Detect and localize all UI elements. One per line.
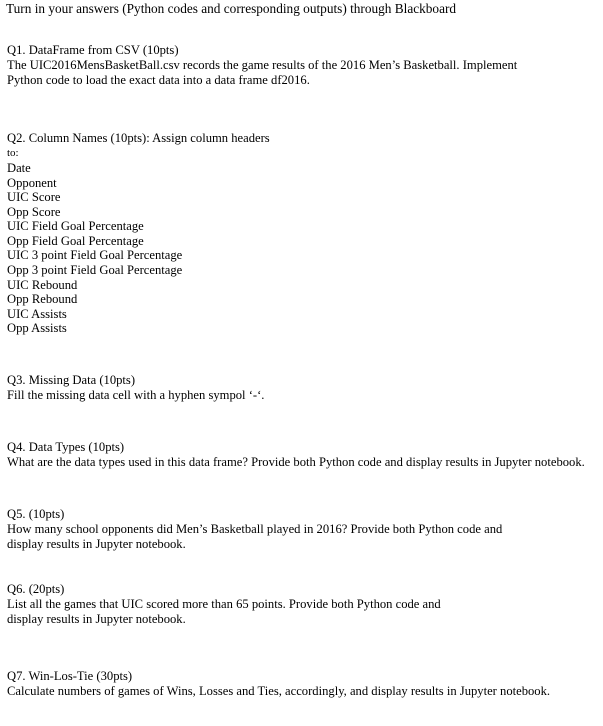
question-6-body-line: List all the games that UIC scored more than 65 points. Provide both Python code and (7, 597, 441, 611)
question-2-title: Q2. Column Names (10pts): Assign column headers (7, 131, 270, 145)
column-name-item: Opp Rebound (7, 292, 78, 306)
question-4-title: Q4. Data Types (10pts) (7, 440, 125, 454)
intro-instruction: Turn in your answers (Python codes and corresponding outputs) through Blackboard (6, 1, 457, 16)
question-7-title: Q7. Win-Los-Tie (30pts) (7, 669, 133, 683)
column-name-item: UIC Score (7, 190, 61, 204)
question-3-title: Q3. Missing Data (10pts) (7, 373, 136, 387)
column-name-item: Opp 3 point Field Goal Percentage (7, 263, 183, 277)
column-name-item: Opponent (7, 176, 57, 190)
column-name-item: Opp Assists (7, 321, 67, 335)
column-name-item: UIC Field Goal Percentage (7, 219, 144, 233)
question-1-body-line: Python code to load the exact data into a data frame df2016. (7, 73, 310, 87)
question-5-body-line: display results in Jupyter notebook. (7, 537, 186, 551)
column-name-item: Date (7, 161, 31, 175)
question-1-title: Q1. DataFrame from CSV (10pts) (7, 43, 179, 57)
question-5-body-line: How many school opponents did Men’s Basketball played in 2016? Provide both Python code and (7, 522, 503, 536)
question-7-body-line: Calculate numbers of games of Wins, Losses and Ties, accordingly, and display results in Jupyter notebook. (7, 684, 551, 698)
question-1-body-line: The UIC2016MensBasketBall.csv records the game results of the 2016 Men’s Basketball. Implement (7, 58, 518, 72)
question-6-title: Q6. (20pts) (7, 582, 65, 596)
column-name-item: UIC Assists (7, 307, 67, 321)
question-3-body-line: Fill the missing data cell with a hyphen sympol ‘-‘. (7, 388, 265, 402)
question-6-body-line: display results in Jupyter notebook. (7, 612, 186, 626)
column-name-item: Opp Field Goal Percentage (7, 234, 144, 248)
column-name-item: UIC 3 point Field Goal Percentage (7, 248, 183, 262)
question-4-body-line: What are the data types used in this data frame? Provide both Python code and display results in Jupyter notebook. (7, 455, 585, 469)
column-name-item: Opp Score (7, 205, 61, 219)
question-2-prefix: to: (7, 147, 19, 159)
column-name-item: UIC Rebound (7, 278, 78, 292)
question-5-title: Q5. (10pts) (7, 507, 65, 521)
